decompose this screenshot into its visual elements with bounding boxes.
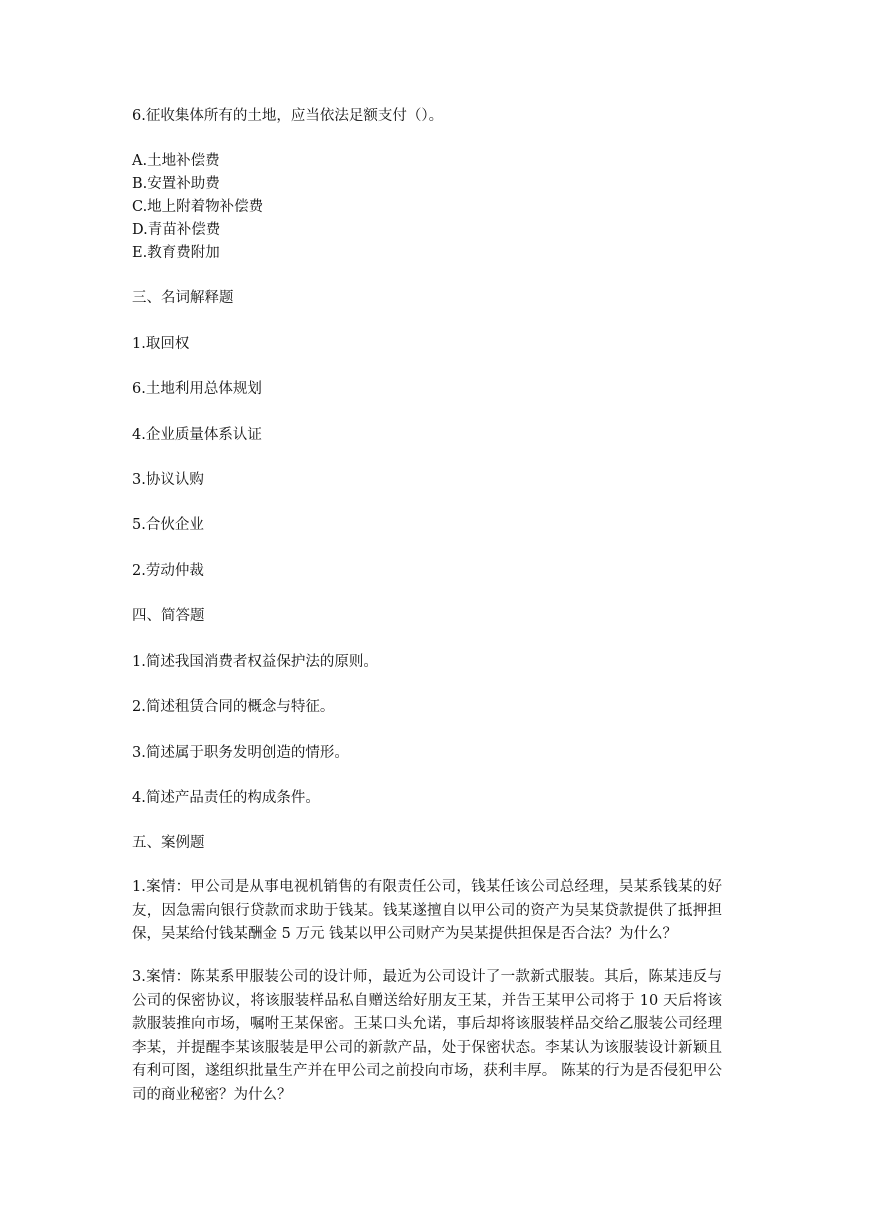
case-1-paragraph: 1.案情：甲公司是从事电视机销售的有限责任公司，钱某任该公司总经理，吴某系钱某的好友，因急需向银行贷款而求助于钱某。钱某遂擅自以甲公司的资产为吴某贷款提供了抵押担保，吴某给付钱某酬金 5 万元 钱某以甲公司财产为吴某提供担保是否合法？为什么？ (132, 879, 722, 942)
option-d: D.青苗补偿费 (132, 222, 221, 238)
term-item: 5.合伙企业 (132, 517, 204, 533)
term-item: 1.取回权 (132, 336, 190, 352)
term-item: 2.劳动仲裁 (132, 563, 204, 579)
short-answer-item: 1.简述我国消费者权益保护法的原则。 (132, 654, 378, 670)
short-answer-item: 2.简述租赁合同的概念与特征。 (132, 699, 335, 715)
section-3-heading: 三、名词解释题 (132, 290, 234, 306)
term-item: 4.企业质量体系认证 (132, 427, 262, 443)
section-4-heading: 四、简答题 (132, 608, 205, 624)
option-e: E.教育费附加 (132, 245, 220, 261)
short-answer-item: 4.简述产品责任的构成条件。 (132, 790, 320, 806)
section-5-heading: 五、案例题 (132, 835, 205, 851)
case-3-paragraph: 3.案情：陈某系甲服装公司的设计师，最近为公司设计了一款新式服装。其后，陈某违反与公司的保密协议，将该服装样品私自赠送给好朋友王某，并告王某甲公司将于 10 天后将该款服装推向市场，嘱咐王某保密。王某口头允诺，事后却将该服装样品交给乙服装公司经理李某，并提醒李某该服装是甲公司的新款产品，处于保密状态。李某认为该服装设计新颖且有利可图，遂组织批量生产并在甲公司之前投向市场，获利丰厚。 陈某的行为是否侵犯甲公司的商业秘密？为什么？ (132, 969, 722, 1103)
question-6-stem: 6.征收集体所有的土地，应当依法足额支付（）。 (132, 108, 444, 124)
term-item: 6.土地利用总体规划 (132, 381, 262, 397)
option-c: C.地上附着物补偿费 (132, 199, 264, 215)
option-a: A.土地补偿费 (132, 153, 220, 169)
short-answer-item: 3.简述属于职务发明创造的情形。 (132, 745, 349, 761)
term-item: 3.协议认购 (132, 472, 204, 488)
option-b: B.安置补助费 (132, 176, 220, 192)
